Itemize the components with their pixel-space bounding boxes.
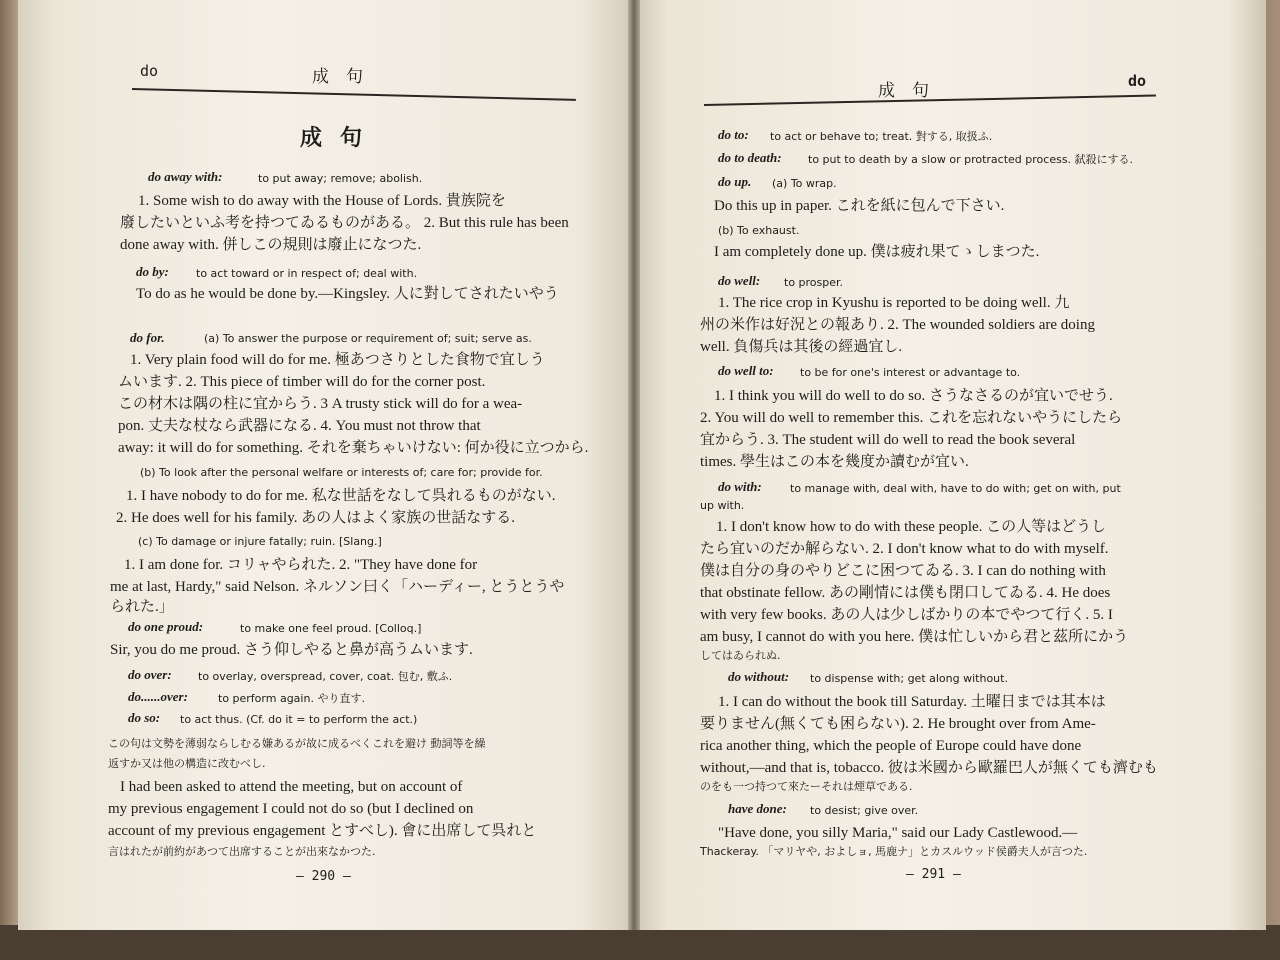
entry-headword: do with: bbox=[718, 479, 762, 494]
entry-headword: do to death: bbox=[718, 150, 782, 165]
entry-headword: do up. bbox=[718, 174, 752, 189]
text-line: to manage with, deal with, have to do with; get on with, put bbox=[790, 482, 1121, 495]
entry-headword: have done: bbox=[728, 801, 787, 816]
text-line: times. 學生はこの本を幾度か讀むが宜い. bbox=[700, 454, 969, 470]
text-line: I had been asked to attend the meeting, but on account of bbox=[120, 779, 463, 795]
text-line: 1. I am done for. コリャやられた. 2. "They have done for bbox=[124, 557, 478, 573]
right-page-number: — 291 — bbox=[906, 867, 961, 882]
text-line: (b) To exhaust. bbox=[718, 224, 800, 237]
text-line: 1. I think you will do well to do so. さうなさるのが宜いでせう. bbox=[714, 388, 1113, 404]
text-line: "Have done, you silly Maria," said our Lady Castlewood.— bbox=[718, 825, 1078, 841]
text-line: (b) To look after the personal welfare or interests of; care for; provide for. bbox=[140, 466, 543, 479]
right-running-head-title: 成 句 bbox=[878, 81, 929, 101]
text-line: to desist; give over. bbox=[810, 804, 919, 817]
text-line: 宜からう. 3. The student will do well to read the book several bbox=[700, 432, 1076, 448]
text-line: to prosper. bbox=[784, 276, 844, 289]
text-line: me at last, Hardy," said Nelson. ネルソン曰く「ハーディー, とうとうや bbox=[110, 579, 565, 595]
text-line: 1. Very plain food will do for me. 極あつさりとした食物で宜しう bbox=[130, 352, 545, 368]
text-line: to perform again. やり直す. bbox=[218, 692, 365, 705]
left-section-title: 成句 bbox=[300, 126, 381, 151]
entry-headword: do......over: bbox=[128, 689, 188, 704]
entry-headword: do without: bbox=[728, 669, 790, 684]
text-line: away: it will do for something. それを棄ちゃいけない: 何か役に立つから. bbox=[118, 440, 589, 456]
text-line: 返すか又は他の構造に改むべし. bbox=[108, 757, 266, 770]
text-line: Thackeray. 「マリヤや, およしョ, 馬鹿ナ」とカスルウッド侯爵夫人が言つた. bbox=[700, 845, 1088, 858]
text-line: to act thus. (Cf. do it = to perform the act.) bbox=[180, 713, 418, 726]
text-line: 州の米作は好況との報あり. 2. The wounded soldiers are doing bbox=[700, 317, 1095, 333]
left-page-number: — 290 — bbox=[296, 869, 351, 884]
text-line: 僕は自分の身のやりどこに困つてゐる. 3. I can do nothing with bbox=[700, 563, 1106, 579]
text-line: 1. Some wish to do away with the House of Lords. 貴族院を bbox=[138, 193, 506, 209]
text-line: done away with. 併しこの規則は廢止になつた. bbox=[120, 237, 422, 253]
text-line: のをも一つ持つて來たーそれは煙草である. bbox=[700, 780, 913, 793]
text-line: To do as he would be done by.—Kingsley. 人に對してされたいやう bbox=[136, 286, 559, 302]
book-gutter bbox=[628, 0, 640, 930]
text-line: pon. 丈夫な杖なら武器になる. 4. You must not throw that bbox=[118, 418, 481, 434]
text-line: この材木は隅の柱に宜からう. 3 A trusty stick will do for a wea- bbox=[118, 396, 523, 412]
text-line: ムいます. 2. This piece of timber will do for the corner post. bbox=[118, 374, 486, 390]
text-line: am busy, I cannot do with you here. 僕は忙しいから君と茲所にかう bbox=[700, 629, 1129, 645]
text-line: to put away; remove; abolish. bbox=[258, 172, 423, 185]
text-line: well. 負傷兵は其後の經過宜し. bbox=[700, 339, 903, 355]
text-line: 要りません(無くても困らない). 2. He brought over from Ame- bbox=[700, 716, 1096, 732]
text-line: 廢したいといふ考を持つてゐるものがある。 2. But this rule has been bbox=[120, 215, 569, 231]
text-line: 言はれたが前約があつて出席することが出來なかつた. bbox=[108, 845, 376, 858]
entry-headword: do over: bbox=[128, 667, 172, 682]
book-cover-edge bbox=[0, 925, 1280, 960]
entry-headword: do for. bbox=[130, 330, 165, 345]
text-line: rica another thing, which the people of Europe could have done bbox=[700, 738, 1082, 754]
text-line: 1. I can do without the book till Saturday. 土曜日までは其本は bbox=[718, 694, 1106, 710]
text-line: I am completely done up. 僕は疲れ果てゝしまつた. bbox=[714, 244, 1040, 260]
text-line: my previous engagement I could not do so (but I declined on bbox=[108, 801, 474, 817]
text-line: Do this up in paper. これを紙に包んで下さい. bbox=[714, 198, 1005, 214]
entry-headword: do away with: bbox=[148, 169, 223, 184]
text-line: 2. You will do well to remember this. これを忘れないやうにしたら bbox=[700, 410, 1123, 426]
entry-headword: do so: bbox=[128, 710, 161, 725]
text-line: with very few books. あの人は少しばかりの本でやつて行く. 5. I bbox=[700, 607, 1113, 623]
text-line: to be for one's interest or advantage to. bbox=[800, 366, 1021, 379]
text-line: たら宜いのだか解らない. 2. I don't know what to do with myself. bbox=[700, 541, 1109, 557]
text-line: up with. bbox=[700, 499, 745, 512]
left-running-head-word: do bbox=[140, 62, 159, 80]
text-line: してはゐられぬ. bbox=[700, 649, 781, 662]
entry-headword: do well to: bbox=[718, 363, 774, 378]
right-running-head-word: do bbox=[1128, 72, 1147, 90]
text-line: 2. He does well for his family. あの人はよく家族の世話なする. bbox=[116, 510, 515, 526]
text-line: (a) To answer the purpose or requirement of; suit; serve as. bbox=[204, 332, 532, 345]
text-line: without,—and that is, tobacco. 彼は米國から歐羅巴人が無くても濟むも bbox=[700, 760, 1158, 776]
left-running-head-title: 成 句 bbox=[312, 67, 363, 87]
entry-headword: do by: bbox=[136, 264, 169, 279]
entry-headword: do to: bbox=[718, 127, 749, 142]
text-line: to make one feel proud. [Colloq.] bbox=[240, 622, 422, 635]
text-line: that obstinate fellow. あの剛情には僕も閉口してゐる. 4. He does bbox=[700, 585, 1111, 601]
entry-headword: do well: bbox=[718, 273, 761, 288]
text-line: られた.」 bbox=[110, 599, 174, 615]
text-line: 1. I have nobody to do for me. 私な世話をなして呉れるものがない. bbox=[126, 488, 556, 504]
text-line: この句は文勢を薄弱ならしむる嫌あるが故に成るべくこれを避け 動詞等を繰 bbox=[108, 737, 486, 750]
text-line: to act or behave to; treat. 對する, 取扱ふ. bbox=[770, 130, 993, 143]
text-line: 1. I don't know how to do with these people. この人等はどうし bbox=[716, 519, 1107, 535]
text-line: 1. The rice crop in Kyushu is reported to be doing well. 九 bbox=[718, 295, 1070, 311]
text-line: to dispense with; get along without. bbox=[810, 672, 1008, 685]
text-line: (a) To wrap. bbox=[772, 177, 837, 190]
text-line: (c) To damage or injure fatally; ruin. [Slang.] bbox=[138, 535, 382, 548]
text-line: account of my previous engagement とすべし). 會に出席して呉れと bbox=[108, 823, 537, 839]
entry-headword: do one proud: bbox=[128, 619, 204, 634]
text-line: Sir, you do me proud. さう仰しやると鼻が高うムいます. bbox=[110, 642, 473, 658]
text-line: to put to death by a slow or protracted process. 弑殺にする. bbox=[808, 153, 1134, 166]
text-line: to overlay, overspread, cover, coat. 包む, 敷ふ. bbox=[198, 670, 453, 683]
text-line: to act toward or in respect of; deal with. bbox=[196, 267, 418, 280]
